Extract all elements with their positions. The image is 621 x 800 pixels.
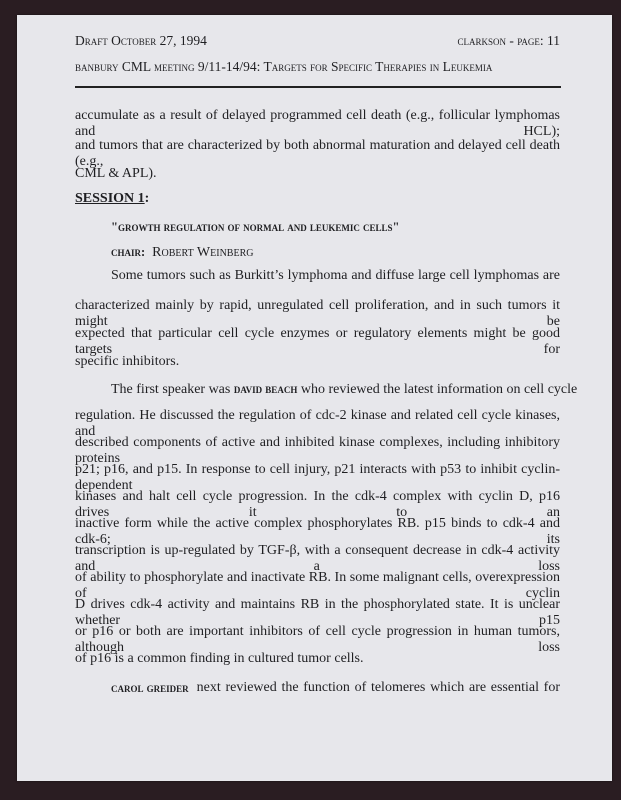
text-line: CML & APL). bbox=[75, 166, 157, 181]
text-line: and tumors that are characterized by both abnormal maturation and delayed cell death (e.g., bbox=[75, 138, 560, 169]
text-span: next reviewed the function of telomeres which are essential for bbox=[196, 680, 560, 695]
text-line: D drives cdk-4 activity and maintains RB in the phosphorylated state. It is unclear whether p15 bbox=[75, 597, 560, 628]
text-line bbox=[111, 680, 560, 696]
speaker-name: david beach bbox=[233, 382, 298, 396]
text-line: of p16 is a common finding in cultured tumor cells. bbox=[75, 651, 364, 666]
text-line: regulation. He discussed the regulation of cdc-2 kinase and related cell cycle kinases, and bbox=[75, 408, 560, 439]
session-colon: : bbox=[144, 191, 150, 206]
text-line: described components of active and inhibited kinase complexes, including inhibitory proteins bbox=[75, 435, 560, 466]
session-chair bbox=[111, 244, 596, 261]
chair-label: chair: bbox=[111, 245, 146, 259]
text-line: specific inhibitors. bbox=[75, 354, 180, 369]
text-span: The first speaker was bbox=[111, 382, 231, 397]
text-span: who reviewed the latest information on cell cycle bbox=[300, 382, 578, 397]
text-line: characterized mainly by rapid, unregulated cell proliferation, and in such tumors it might be bbox=[75, 298, 560, 329]
session-label: SESSION 1 bbox=[75, 191, 145, 206]
text-line bbox=[111, 381, 596, 398]
text-line: inactive form while the active complex phosphorylates RB. p15 binds to cdk-4 and cdk-6; its bbox=[75, 516, 560, 547]
header-meeting-title: banbury CML meeting 9/11-14/94: Targets for Specific Therapies in Leukemia bbox=[75, 59, 493, 74]
session-title: "growth regulation of normal and leukemic cells" bbox=[111, 220, 400, 234]
text-line: p21; p16, and p15. In response to cell injury, p21 interacts with p53 to inhibit cyclin-dependent bbox=[75, 462, 560, 493]
text-line: of ability to phosphorylate and inactivate RB. In some malignant cells, overexpression of cyclin bbox=[75, 570, 560, 601]
session-heading bbox=[75, 191, 560, 207]
text-line: kinases and halt cell cycle progression. In the cdk-4 complex with cyclin D, p16 drives it to an bbox=[75, 489, 560, 520]
text-line: accumulate as a result of delayed programmed cell death (e.g., follicular lymphomas and HCL); bbox=[75, 108, 560, 139]
speaker-name: carol greider bbox=[111, 681, 189, 695]
text-line: expected that particular cell cycle enzymes or regulatory elements might be good targets for bbox=[75, 326, 560, 357]
text-line: transcription is up-regulated by TGF-β, with a consequent decrease in cdk-4 activity and a loss bbox=[75, 543, 560, 574]
header-rule bbox=[75, 86, 561, 88]
text-line: Some tumors such as Burkitt’s lymphoma and diffuse large cell lymphomas are bbox=[111, 268, 560, 283]
text-line: or p16 or both are important inhibitors of cell cycle progression in human tumors, although loss bbox=[75, 624, 560, 655]
header-page-number: clarkson - page: 11 bbox=[457, 33, 560, 48]
chair-name: Robert Weinberg bbox=[152, 245, 254, 260]
header-draft-date: Draft October 27, 1994 bbox=[75, 33, 207, 48]
